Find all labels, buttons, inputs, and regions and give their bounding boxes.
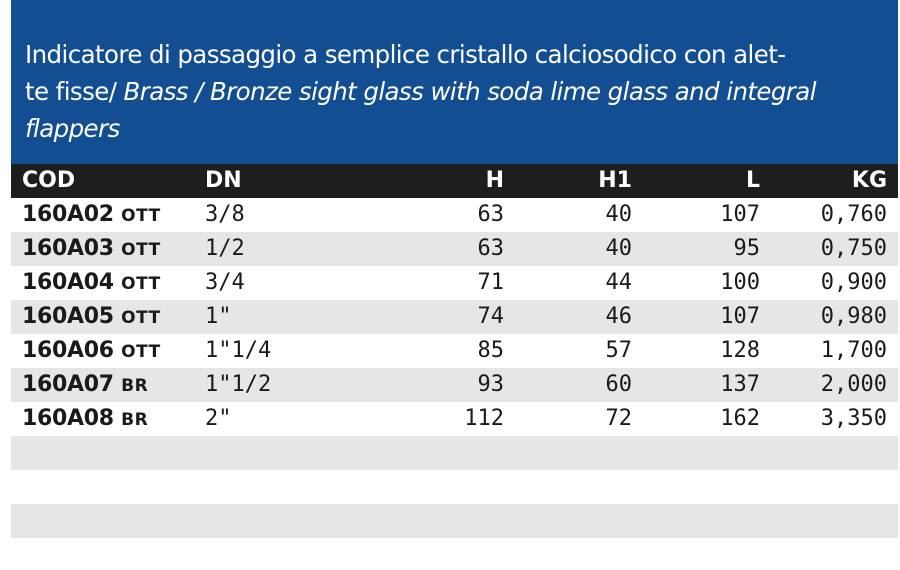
cell-kg: 1,700 <box>820 338 887 363</box>
cell-dn: 3/4 <box>205 270 245 295</box>
table-row <box>11 198 898 232</box>
cell-l: 107 <box>720 202 760 227</box>
cell-kg: 0,900 <box>820 270 887 295</box>
title-banner <box>11 0 898 164</box>
empty-row <box>11 470 898 504</box>
cell-l: 95 <box>733 236 760 261</box>
cell-cod: 160A05 OTT <box>22 304 161 329</box>
table-row <box>11 232 898 266</box>
cell-cod: 160A06 OTT <box>22 338 161 363</box>
table-row <box>11 402 898 436</box>
header-kg: KG <box>851 168 887 193</box>
header-cod: COD <box>22 168 76 193</box>
cell-cod: 160A04 OTT <box>22 270 161 295</box>
cell-l: 100 <box>720 270 760 295</box>
cell-h1: 40 <box>605 202 632 227</box>
cell-kg: 0,750 <box>820 236 887 261</box>
title-line-1: Indicatore di passaggio a semplice cristallo calciosodico con alet- <box>25 40 786 69</box>
table-row <box>11 266 898 300</box>
cell-l: 128 <box>720 338 760 363</box>
empty-row <box>11 436 898 470</box>
cell-h1: 72 <box>605 406 632 431</box>
cell-dn: 3/8 <box>205 202 245 227</box>
cell-h1: 44 <box>605 270 632 295</box>
cell-h: 93 <box>477 372 504 397</box>
table-row <box>11 368 898 402</box>
cell-h1: 57 <box>605 338 632 363</box>
title-line-2: te fisse/ Brass / Bronze sight glass with soda lime glass and integral <box>25 77 816 106</box>
cell-h: 71 <box>477 270 504 295</box>
cell-cod: 160A02 OTT <box>22 202 161 227</box>
cell-dn: 1"1/2 <box>205 372 272 397</box>
header-h: H <box>485 168 504 193</box>
table-header <box>11 164 898 198</box>
header-l: L <box>745 168 760 193</box>
cell-h: 112 <box>464 406 504 431</box>
cell-cod: 160A07 BR <box>22 372 149 397</box>
title-line-3: flappers <box>25 114 120 143</box>
cell-kg: 2,000 <box>820 372 887 397</box>
cell-cod: 160A03 OTT <box>22 236 161 261</box>
cell-h: 74 <box>477 304 504 329</box>
cell-h1: 60 <box>605 372 632 397</box>
cell-cod: 160A08 BR <box>22 406 149 431</box>
cell-dn: 1"1/4 <box>205 338 272 363</box>
table-row <box>11 300 898 334</box>
cell-h1: 40 <box>605 236 632 261</box>
spec-table <box>11 164 898 538</box>
empty-row <box>11 504 898 538</box>
cell-kg: 0,760 <box>820 202 887 227</box>
cell-l: 107 <box>720 304 760 329</box>
cell-dn: 1/2 <box>205 236 245 261</box>
cell-l: 137 <box>720 372 760 397</box>
header-h1: H1 <box>598 168 632 193</box>
cell-dn: 1" <box>205 304 232 329</box>
cell-kg: 0,980 <box>820 304 887 329</box>
cell-dn: 2" <box>205 406 232 431</box>
cell-h: 63 <box>477 202 504 227</box>
table-row <box>11 334 898 368</box>
cell-l: 162 <box>720 406 760 431</box>
cell-h1: 46 <box>605 304 632 329</box>
cell-h: 85 <box>477 338 504 363</box>
header-dn: DN <box>205 168 242 193</box>
cell-kg: 3,350 <box>820 406 887 431</box>
cell-h: 63 <box>477 236 504 261</box>
